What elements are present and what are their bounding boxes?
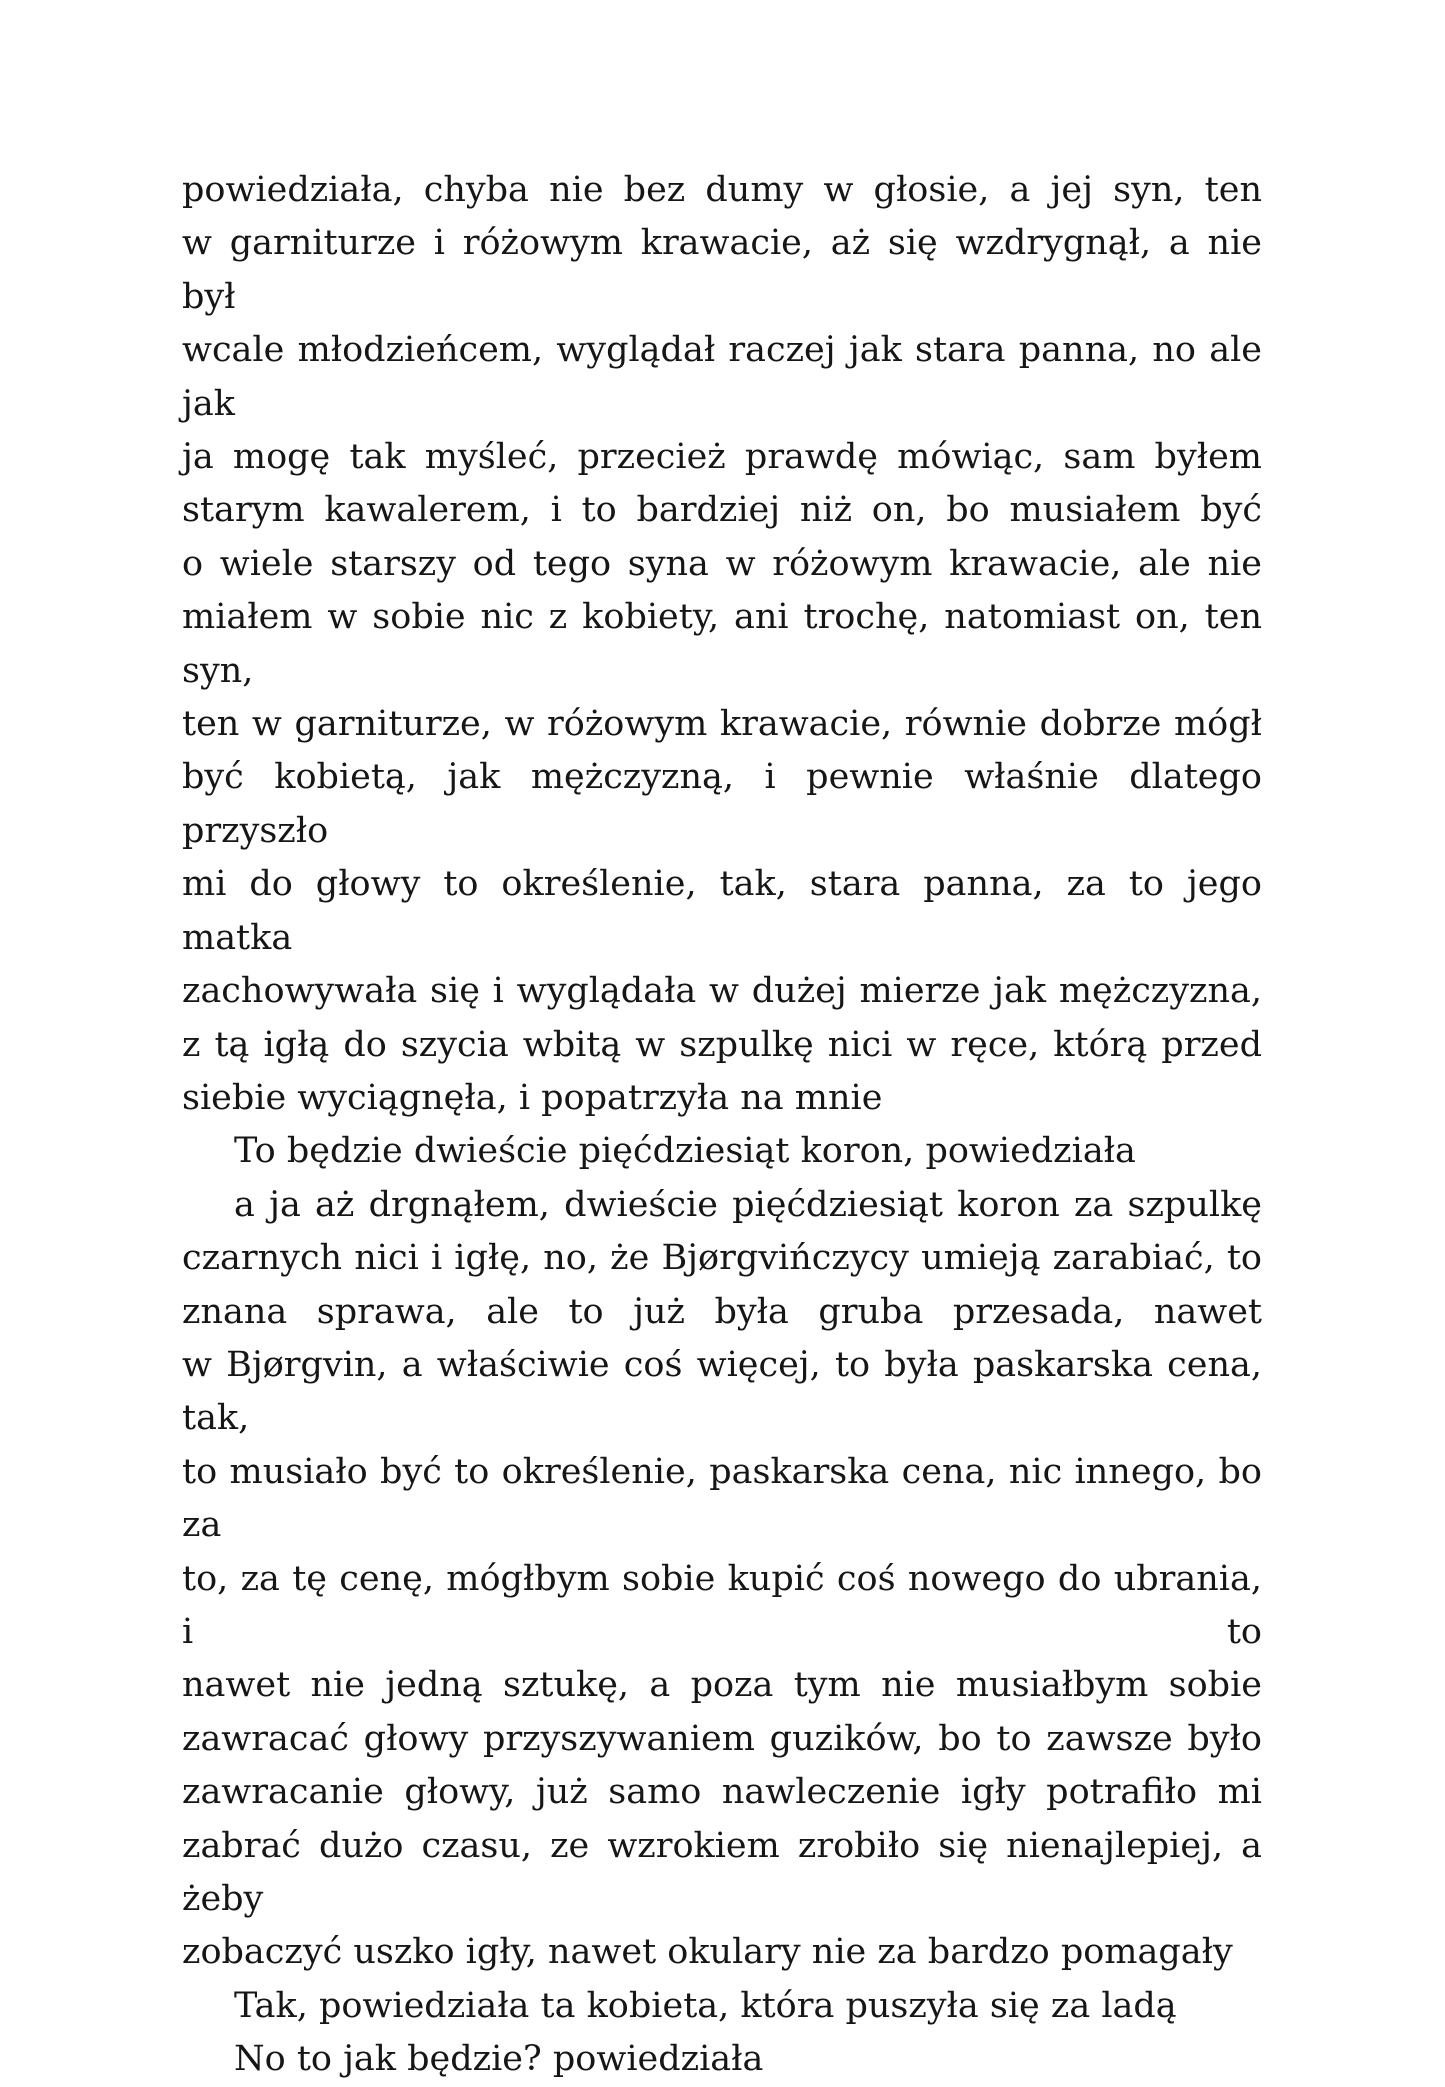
- text-line: zabrać dużo czasu, ze wzrokiem zrobiło się nienajlepiej, a żeby: [182, 1825, 1262, 1919]
- text-line: starym kawalerem, i to bardziej niż on, bo musiałem być: [182, 490, 1262, 531]
- text-line: z tą igłą do szycia wbitą w szpulkę nici w ręce, którą przed: [182, 1024, 1262, 1065]
- text-line: w Bjørgvin, a właściwie coś więcej, to była paskarska cena, tak,: [182, 1344, 1262, 1439]
- text-line: zawracać głowy przyszywaniem guzików, bo to zawsze było: [182, 1718, 1262, 1759]
- text-line: miałem w sobie nic z kobiety, ani trochę, natomiast on, ten syn,: [182, 597, 1262, 691]
- text-line: To będzie dwieście pięćdziesiąt koron, powiedziała: [234, 1131, 1136, 1172]
- text-line: Tak, powiedziała ta kobieta, która puszyła się za ladą: [234, 1985, 1177, 2026]
- text-line: a ja aż drgnąłem, dwieście pięćdziesiąt koron za szpulkę: [234, 1184, 1262, 1225]
- text-line: siebie wyciągnęła, i popatrzyła na mnie: [182, 1077, 883, 1118]
- text-line: powiedziała, chyba nie bez dumy w głosie, a jej syn, ten: [182, 170, 1262, 210]
- text-line: ja mogę tak myśleć, przecież prawdę mówiąc, sam byłem: [182, 437, 1262, 478]
- paragraph: [182, 2033, 1262, 2086]
- text-line: w garniturze i różowym krawacie, aż się wzdrygnął, a nie był: [182, 223, 1262, 317]
- text-line: to, za tę cenę, mógłbym sobie kupić coś nowego do ubrania, i to: [182, 1558, 1262, 1652]
- text-line: ten w garniturze, w różowym krawacie, równie dobrze mógł: [182, 704, 1262, 745]
- text-line: znana sprawa, ale to już była gruba przesada, nawet: [182, 1291, 1262, 1332]
- text-line: czarnych nici i igłę, no, że Bjørgvińczycy umieją zarabiać, to: [182, 1238, 1262, 1279]
- text-line: o wiele starszy od tego syna w różowym krawacie, ale nie: [182, 543, 1262, 584]
- paragraph: [182, 1179, 1262, 1980]
- paragraph: [182, 1125, 1262, 1178]
- text-line: wcale młodzieńcem, wyglądał raczej jak stara panna, no ale jak: [182, 330, 1262, 424]
- text-line: No to jak będzie? powiedziała: [234, 2039, 764, 2080]
- text-block: [182, 164, 1262, 2087]
- text-line: mi do głowy to określenie, tak, stara panna, za to jego matka: [182, 864, 1262, 958]
- text-line: nawet nie jedną sztukę, a poza tym nie musiałbym sobie: [182, 1665, 1262, 1706]
- text-line: zawracanie głowy, już samo nawleczenie igły potrafiło mi: [182, 1772, 1262, 1813]
- paragraph: [182, 164, 1262, 1125]
- text-line: to musiało być to określenie, paskarska cena, nic innego, bo za: [182, 1451, 1262, 1546]
- text-line: zobaczyć uszko igły, nawet okulary nie za bardzo pomagały: [182, 1932, 1233, 1973]
- paragraph: [182, 1980, 1262, 2033]
- text-line: zachowywała się i wyglądała w dużej mierze jak mężczyzna,: [182, 971, 1262, 1012]
- text-line: być kobietą, jak mężczyzną, i pewnie właśnie dlatego przyszło: [182, 757, 1262, 851]
